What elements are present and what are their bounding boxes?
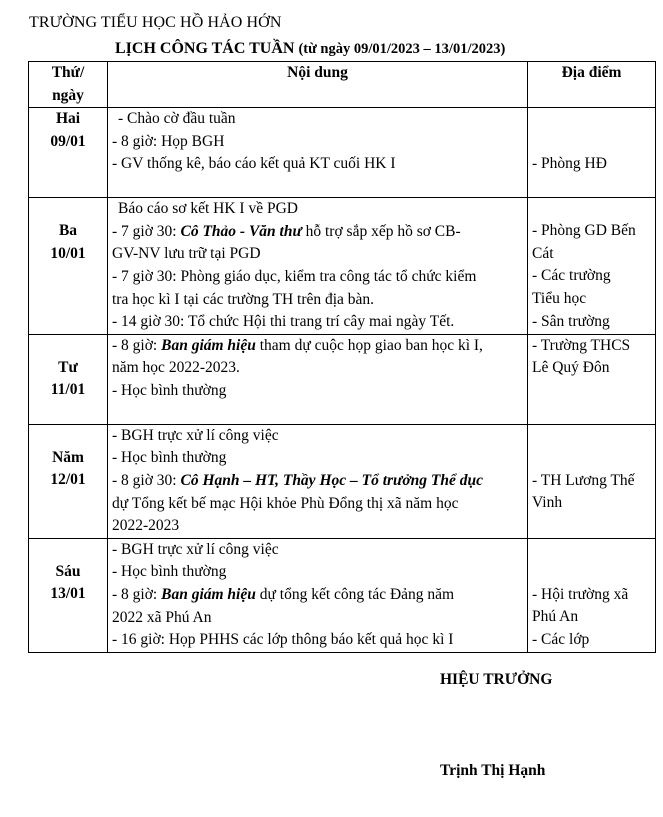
row-friday — [29, 538, 656, 652]
content-line: GV-NV lưu trữ tại PGD — [112, 245, 261, 263]
content-line: - 8 giờ: Họp BGH — [112, 132, 225, 150]
place-line: - Các trường — [532, 267, 611, 285]
content-cell-monday — [108, 108, 528, 198]
content-line: Báo cáo sơ kết HK I về PGD — [118, 200, 298, 218]
day-cell-monday — [29, 108, 108, 198]
place-cell-tuesday — [528, 198, 656, 335]
header-content: Nội dung — [108, 62, 528, 108]
place-line: - TH Lương Thế — [532, 471, 635, 489]
weekday-label: Năm — [52, 448, 84, 466]
content-line: 2022-2023 — [112, 517, 180, 535]
place-line: - Trường THCS — [532, 336, 631, 354]
signature-role: HIỆU TRƯỞNG — [440, 671, 553, 688]
content-line: - BGH trực xử lí công việc — [112, 540, 279, 558]
header-day-line2: ngày — [52, 86, 84, 104]
date-label: 12/01 — [50, 471, 86, 489]
content-line: - Học bình thường — [112, 381, 227, 399]
day-cell-thursday — [29, 424, 108, 538]
place-line: - Phòng GD Bến — [532, 222, 636, 240]
schedule-table — [28, 61, 656, 653]
weekday-label: Ba — [58, 222, 78, 240]
header-place: Địa điểm — [528, 62, 656, 108]
signature-name: Trịnh Thị Hạnh — [440, 762, 546, 779]
weekday-label: Sáu — [55, 562, 81, 580]
date-label: 11/01 — [50, 381, 86, 399]
date-label: 10/01 — [50, 244, 86, 262]
staff-name: Ban giám hiệu — [161, 336, 256, 354]
place-line: - Hội trường xã — [532, 585, 629, 603]
place-line: - Phòng HĐ — [532, 155, 607, 173]
content-cell-wednesday — [108, 334, 528, 424]
content-line: - 16 giờ: Họp PHHS các lớp thông báo kết quả học kì I — [112, 631, 454, 649]
content-line: - Chào cờ đầu tuần — [118, 110, 236, 128]
content-line: - BGH trực xử lí công việc — [112, 426, 279, 444]
content-line: - 8 giờ: Ban giám hiệu tham dự cuộc họp giao ban học kì I, — [112, 336, 483, 354]
content-line: - 8 giờ: Ban giám hiệu dự tổng kết công tác Đảng năm — [112, 585, 455, 603]
place-cell-monday — [528, 108, 656, 198]
date-label: 09/01 — [50, 132, 86, 150]
place-line: - Các lớp — [532, 630, 590, 648]
content-cell-tuesday — [108, 198, 528, 335]
content-line: - 8 giờ 30: Cô Hạnh – HT, Thầy Học – Tổ trưởng Thể dục — [112, 471, 483, 489]
content-line: năm học 2022-2023. — [112, 359, 240, 377]
row-thursday — [29, 424, 656, 538]
place-line: Tiểu học — [532, 289, 587, 307]
title-date-range: (từ ngày 09/01/2023 – 13/01/2023) — [298, 41, 506, 57]
staff-name: Cô Thảo - Văn thư — [180, 222, 302, 240]
header-row — [29, 62, 656, 108]
place-cell-wednesday — [528, 334, 656, 424]
place-line: Vinh — [532, 494, 563, 512]
content-cell-friday — [108, 538, 528, 652]
school-name: TRƯỜNG TIỂU HỌC HỒ HẢO HỚN — [29, 14, 282, 31]
content-line: - Học bình thường — [112, 563, 227, 581]
day-cell-friday — [29, 538, 108, 652]
row-monday — [29, 108, 656, 198]
place-line: Phú An — [532, 608, 579, 626]
content-line: - Học bình thường — [112, 449, 227, 467]
content-line: - 14 giờ 30: Tổ chức Hội thi trang trí cây mai ngày Tết. — [112, 313, 455, 331]
staff-name: Ban giám hiệu — [161, 585, 256, 603]
content-line: dự Tổng kết bế mạc Hội khỏe Phù Đổng thị xã năm học — [112, 494, 459, 512]
place-line: Lê Quý Đôn — [532, 359, 610, 377]
staff-name: Cô Hạnh – HT, Thầy Học – Tổ trưởng Thể dục — [180, 471, 483, 489]
weekday-label: Tư — [58, 358, 78, 376]
day-cell-tuesday — [29, 198, 108, 335]
title-main: LỊCH CÔNG TÁC TUẦN — [115, 40, 295, 57]
place-cell-friday — [528, 538, 656, 652]
day-cell-wednesday — [29, 334, 108, 424]
header-day-line1: Thứ/ — [51, 64, 85, 81]
place-line: Cát — [532, 244, 554, 262]
date-label: 13/01 — [50, 585, 86, 603]
place-line: - Sân trường — [532, 312, 610, 330]
header-day — [29, 62, 108, 108]
content-line: tra học kì I tại các trường TH trên địa bàn. — [112, 290, 375, 308]
row-tuesday — [29, 198, 656, 335]
content-line: - 7 giờ 30: Cô Thảo - Văn thư hỗ trợ sắp xếp hồ sơ CB- — [112, 222, 461, 240]
weekday-label: Hai — [55, 110, 81, 128]
row-wednesday — [29, 334, 656, 424]
content-cell-thursday — [108, 424, 528, 538]
page-title — [115, 38, 505, 61]
place-cell-thursday — [528, 424, 656, 538]
content-line: - GV thống kê, báo cáo kết quả KT cuối HK I — [112, 155, 396, 173]
content-line: - 7 giờ 30: Phòng giáo dục, kiểm tra công tác tổ chức kiểm — [112, 267, 477, 285]
content-line: 2022 xã Phú An — [112, 608, 212, 626]
